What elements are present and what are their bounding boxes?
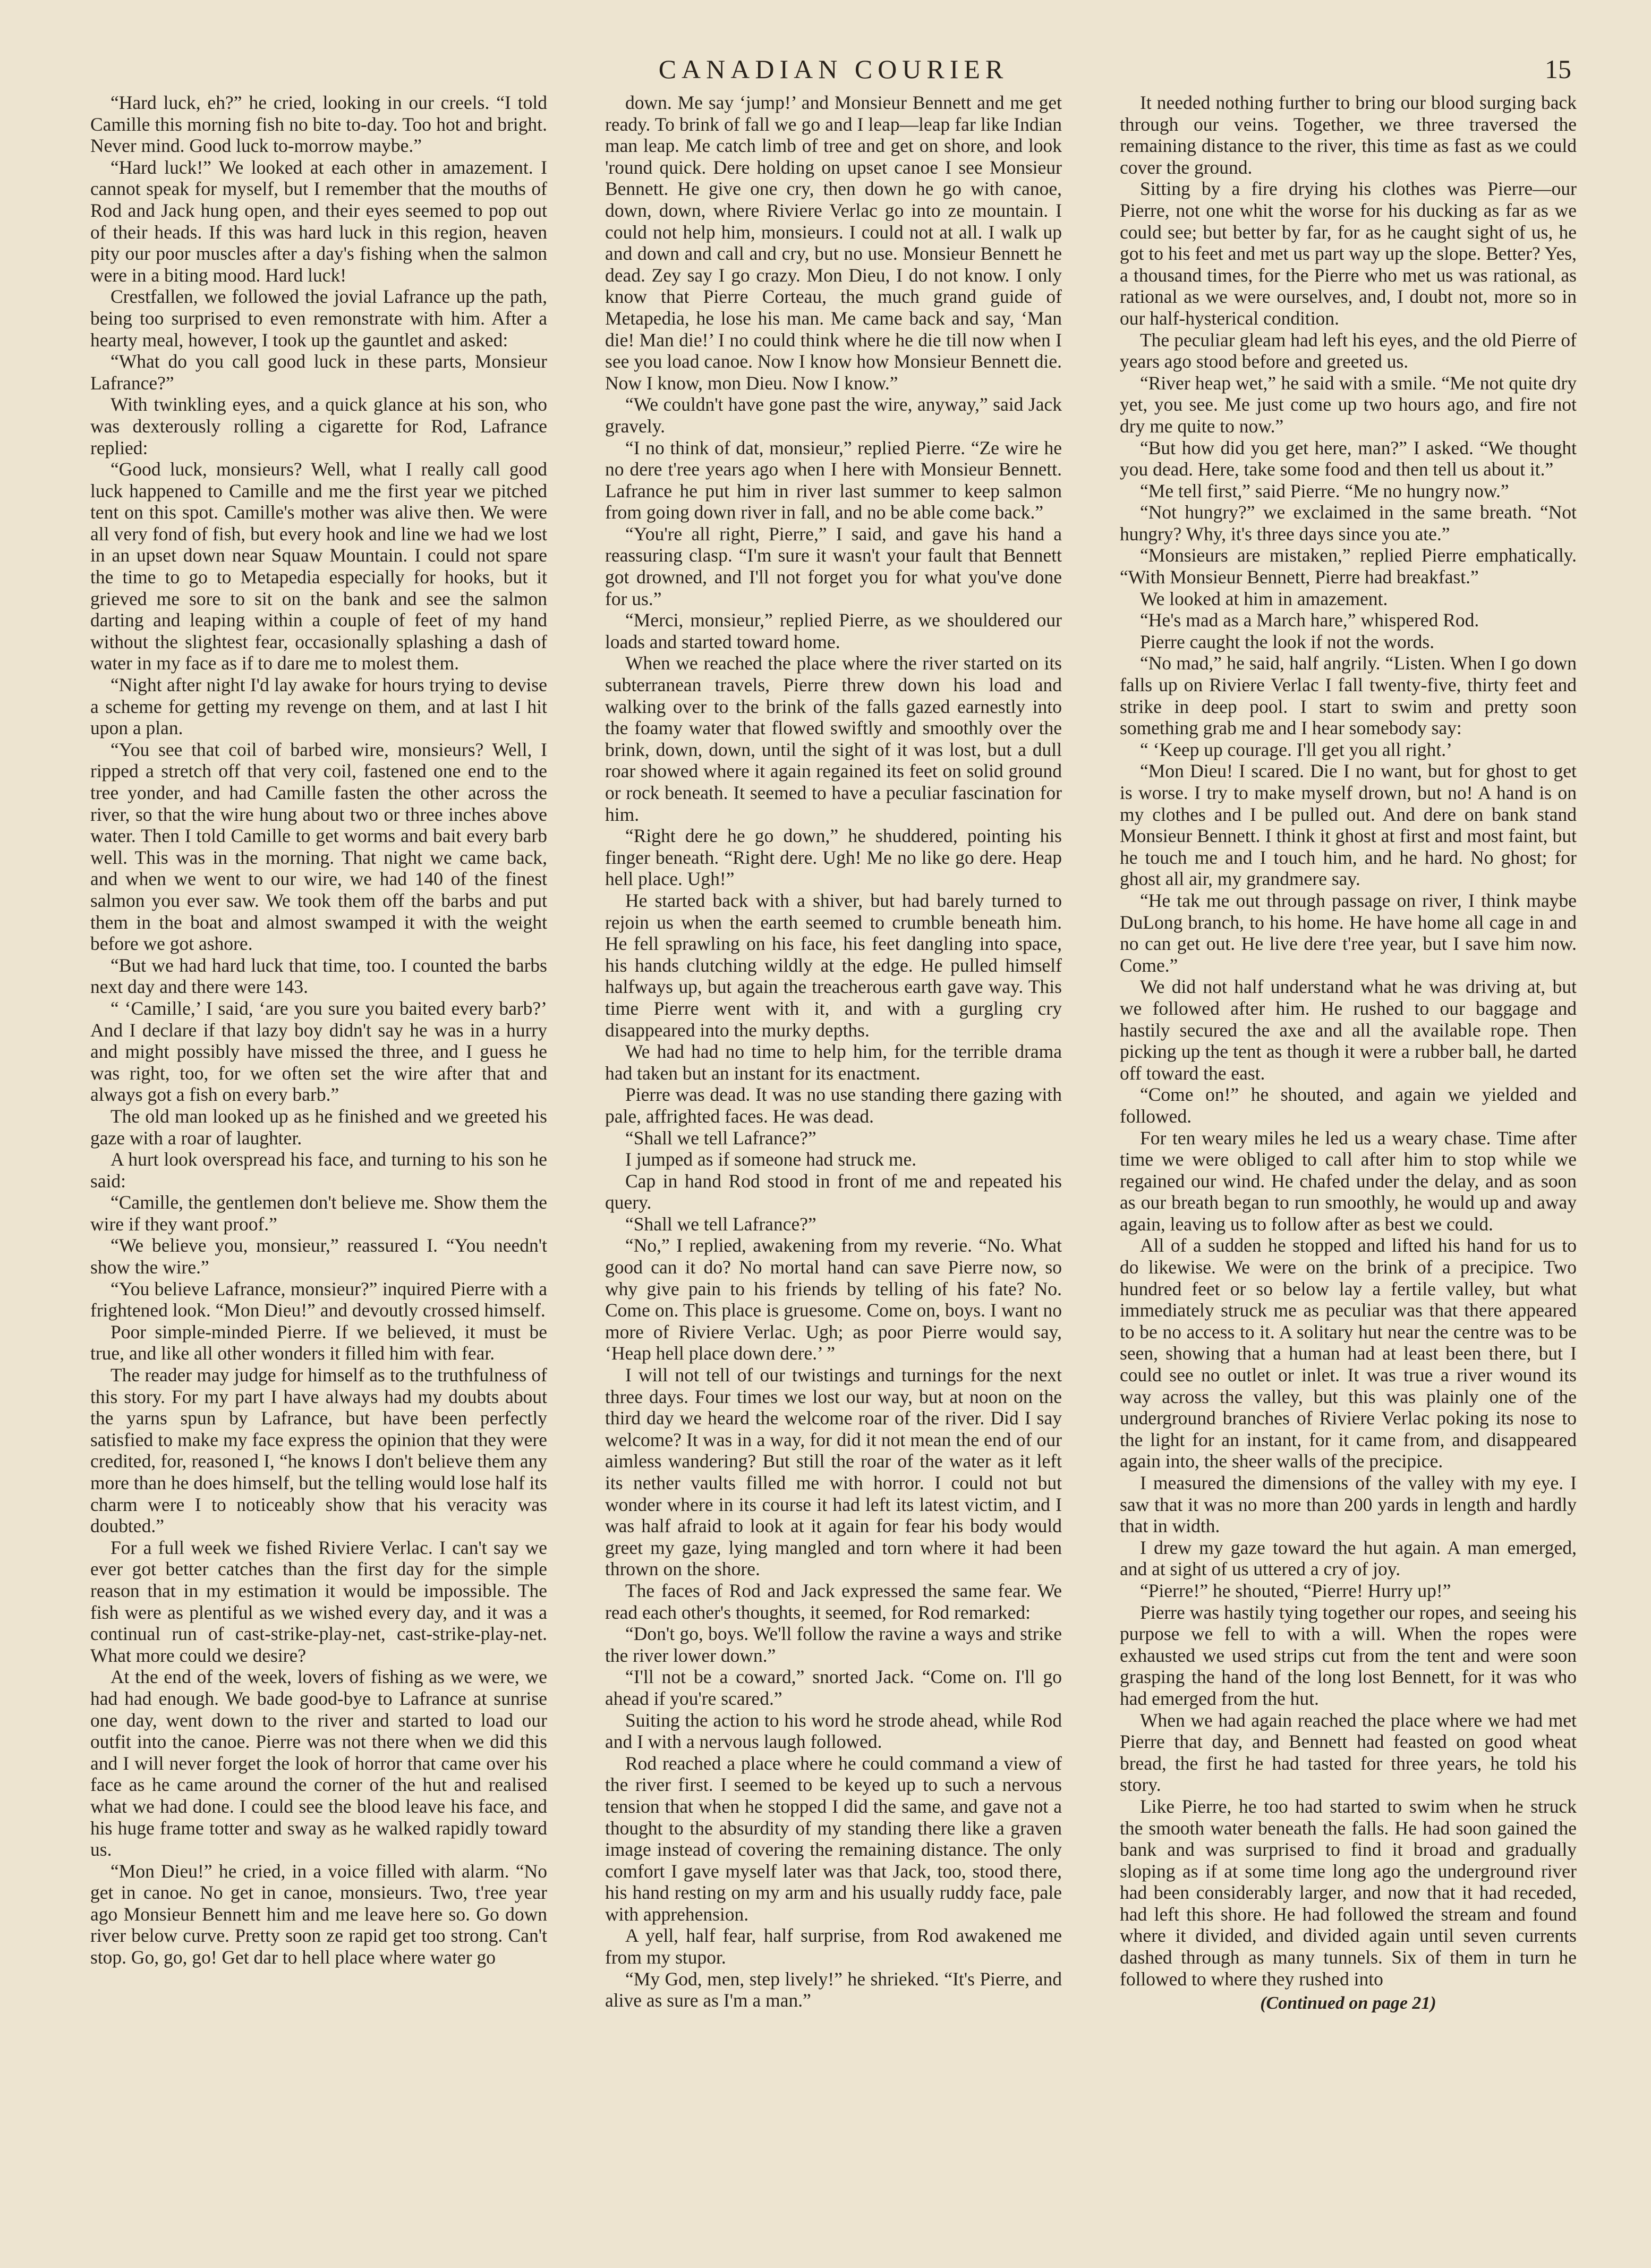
paragraph: “Camille, the gentlemen don't believe me. Show them the wire if they want proof.” <box>90 1192 547 1235</box>
paragraph: “But how did you get here, man?” I asked. “We thought you dead. Here, take some food and then tell us about it.” <box>1120 437 1577 480</box>
paragraph: Pierre was dead. It was no use standing there gazing with pale, affrighted faces. He was dead. <box>605 1084 1062 1127</box>
paragraph: down. Me say ‘jump!’ and Monsieur Bennett and me get ready. To brink of fall we go and I leap—leap far like Indian man leap. Me catch limb of tree and get on shore, and look 'round quick. Dere holding on upset canoe I see Monsieur Bennett. He give one cry, then down he go with canoe, down, down, where Riviere Verlac go into ze mountain. I could not help him, monsieurs. I could not at all. I walk up and down and call and cry, but no use. Monsieur Bennett he dead. Zey say I go crazy. Mon Dieu, I do not know. I only know that Pierre Corteau, the much grand guide of Metapedia, he lose his man. Me came back and say, ‘Man die! Man die!’ I no could think where he die till now when I see you load canoe. Now I know how Monsieur Bennett die. Now I know, mon Dieu. Now I know.” <box>605 92 1062 394</box>
paragraph: “Merci, monsieur,” replied Pierre, as we shouldered our loads and started toward home. <box>605 609 1062 652</box>
paragraph: Suiting the action to his word he strode ahead, while Rod and I with a nervous laugh followed. <box>605 1709 1062 1753</box>
paragraph: We did not half understand what he was driving at, but we followed after him. He rushed to our baggage and hastily secured the axe and all the available rope. Then picking up the tent as though it were a rubber ball, he darted off toward the east. <box>1120 976 1577 1084</box>
paragraph: “ ‘Camille,’ I said, ‘are you sure you baited every barb?’ And I declare if that lazy boy didn't say he was in a hurry and might possibly have missed the three, and I guess he was right, too, for we often set the wire after that and always got a fish on every barb.” <box>90 997 547 1106</box>
paragraph: “You're all right, Pierre,” I said, and gave his hand a reassuring clasp. “I'm sure it wasn't your fault that Bennett got drowned, and I'll not forget you for what you've done for us.” <box>605 523 1062 609</box>
paragraph: “Mon Dieu!” he cried, in a voice filled with alarm. “No get in canoe. No get in canoe, monsieurs. Two, t'ree year ago Monsieur Bennett him and me leave here so. Go down river below curve. Pretty soon ze rapid get too strong. Can't stop. Go, go, go! Get dar to hell place where water go <box>90 1860 547 1968</box>
paragraph: “Not hungry?” we exclaimed in the same breath. “Not hungry? Why, it's three days since you ate.” <box>1120 502 1577 545</box>
paragraph: A hurt look overspread his face, and turning to his son he said: <box>90 1149 547 1192</box>
paragraph: The peculiar gleam had left his eyes, and the old Pierre of years ago stood before and greeted us. <box>1120 329 1577 372</box>
paragraph: “Come on!” he shouted, and again we yielded and followed. <box>1120 1084 1577 1127</box>
paragraph: “ ‘Keep up courage. I'll get you all right.’ <box>1140 738 1452 760</box>
paragraph: A yell, half fear, half surprise, from Rod awakened me from my stupor. <box>605 1925 1062 1968</box>
paragraph: Like Pierre, he too had started to swim when he struck the smooth water beneath the falls. He had soon gained the bank and was surprised to find it broad and gradually sloping as if at some time long ago the underground river had been considerably larger, and now that it had receded, had left this shore. He had followed the stream and found where it divided, and divided again until seven currents dashed through as many tunnels. Six of them in turn he followed to where they rushed into <box>1120 1795 1577 1990</box>
paragraph: “He tak me out through passage on river, I think maybe DuLong branch, to his home. He have home all cage in and no can get out. He live dere t'ree year, but I save him now. Come.” <box>1120 889 1577 976</box>
paragraph: “No mad,” he said, half angrily. “Listen. When I go down falls up on Riviere Verlac I fall twenty-five, thirty feet and strike in deep pool. I start to swim and pretty soon something grab me and I hear somebody say: <box>1120 652 1577 739</box>
paragraph: At the end of the week, lovers of fishing as we were, we had had enough. We bade good-bye to Lafrance at sunrise one day, went down to the river and started to load our outfit into the canoe. Pierre was not there when we did this and I will never forget the look of horror that came over his face as he came around the corner of the hut and realised what we had done. I could see the blood leave his face, and his huge frame totter and sway as he walked rapidly toward us. <box>90 1666 547 1861</box>
paragraph: I drew my gaze toward the hut again. A man emerged, and at sight of us uttered a cry of joy. <box>1120 1536 1577 1580</box>
paragraph: “My God, men, step lively!” he shrieked. “It's Pierre, and alive as sure as I'm a man.” <box>605 1968 1062 2011</box>
paragraph: “You believe Lafrance, monsieur?” inquired Pierre with a frightened look. “Mon Dieu!” and devoutly crossed himself. <box>90 1278 547 1321</box>
paragraph: “Night after night I'd lay awake for hours trying to devise a scheme for getting my revenge on them, and at last I hit upon a plan. <box>90 674 547 739</box>
paragraph: It needed nothing further to bring our blood surging back through our veins. Together, we three traversed the remaining distance to the river, this time as fast as we could cover the ground. <box>1120 92 1577 178</box>
paragraph: “Don't go, boys. We'll follow the ravine a ways and strike the river lower down.” <box>605 1623 1062 1666</box>
paragraph: I will not tell of our twistings and turnings for the next three days. Four times we lost our way, but at noon on the third day we heard the welcome roar of the river. Did I say welcome? It was in a way, for did it not mean the end of our aimless wandering? But still the roar of the water as it left its nether vaults filled me with horror. I could not but wonder where in its course it had left its latest victim, and I was half afraid to look at it again for fear his body would greet my gaze, lying mangled and torn where it had been thrown on the shore. <box>605 1364 1062 1580</box>
paragraph: We had had no time to help him, for the terrible drama had taken but an instant for its enactment. <box>605 1041 1062 1084</box>
paragraph: “Me tell first,” said Pierre. “Me no hungry now.” <box>1140 480 1509 502</box>
paragraph: The reader may judge for himself as to the truthfulness of this story. For my part I have always had my doubts about the yarns spun by Lafrance, but have been perfectly satisfied to make my face express the opinion that they were credited, for, reasoned I, “he knows I don't believe them any more than he does himself, but the telling would lose half its charm were I to noticeably show that his veracity was doubted.” <box>90 1364 547 1537</box>
column-1 <box>90 92 547 2015</box>
paragraph: I jumped as if someone had struck me. <box>625 1149 917 1170</box>
paragraph: “What do you call good luck in these parts, Monsieur Lafrance?” <box>90 351 547 394</box>
paragraph: “Hard luck, eh?” he cried, looking in our creels. “I told Camille this morning fish no bite to-day. Too hot and bright. Never mind. Good luck to-morrow maybe.” <box>90 92 547 157</box>
page-header <box>90 50 1577 88</box>
paragraph: “We couldn't have gone past the wire, anyway,” said Jack gravely. <box>605 394 1062 437</box>
paragraph: “You see that coil of barbed wire, monsieurs? Well, I ripped a stretch off that very coil, fastened one end to the tree yonder, and had Camille fasten the other across the river, so that the wire hung about two or three inches above water. Then I told Camille to get worms and bait every barb well. This was in the morning. That night we came back, and when we went to our wire, we had 140 of the finest salmon you ever saw. We took them off the barbs and put them in the boat and almost swamped it with the weight before we got ashore. <box>90 738 547 955</box>
column-3 <box>1120 92 1577 2015</box>
paragraph: “No,” I replied, awakening from my reverie. “No. What good can it do? No mortal hand can save Pierre now, so why give pain to his friends by telling of his fate? No. Come on. This place is gruesome. Come on, boys. I want no more of Riviere Verlac. Ugh; as poor Pierre would say, ‘Heap hell place down dere.’ ” <box>605 1235 1062 1364</box>
paragraph: “Shall we tell Lafrance?” <box>625 1127 816 1149</box>
paragraph: The old man looked up as he finished and we greeted his gaze with a roar of laughter. <box>90 1105 547 1149</box>
paragraph: Pierre caught the look if not the words. <box>1140 631 1435 652</box>
paragraph: “We believe you, monsieur,” reassured I. “You needn't show the wire.” <box>90 1235 547 1278</box>
paragraph: “Monsieurs are mistaken,” replied Pierre emphatically. “With Monsieur Bennett, Pierre had breakfast.” <box>1120 545 1577 588</box>
paragraph: The faces of Rod and Jack expressed the same fear. We read each other's thoughts, it seemed, for Rod remarked: <box>605 1579 1062 1623</box>
paragraph: “Good luck, monsieurs? Well, what I really call good luck happened to Camille and me the first year we pitched tent on this spot. Camille's mother was alive then. We were all very fond of fish, but every hook and line we had we lost in an upset down near Squaw Mountain. I could not spare the time to go to Metapedia especially for hooks, but it grieved me sore to sit on the bank and see the salmon darting and leaping within a couple of feet of my hand without the slightest fear, occasionally splashing a dash of water in my face as if to dare me to molest them. <box>90 458 547 674</box>
paragraph: Crestfallen, we followed the jovial Lafrance up the path, being too surprised to even remonstrate with him. After a hearty meal, however, I took up the gauntlet and asked: <box>90 286 547 351</box>
paragraph: Cap in hand Rod stood in front of me and repeated his query. <box>605 1170 1062 1213</box>
paragraph: For a full week we fished Riviere Verlac. I can't say we ever got better catches than the first day for the simple reason that in my estimation it would be impossible. The fish were as plentiful as we wished every day, and it was a continual run of cast-strike-play-net, cast-strike-play-net. What more could we desire? <box>90 1536 547 1666</box>
paragraph: “He's mad as a March hare,” whispered Rod. <box>1140 609 1479 631</box>
paragraph: Pierre was hastily tying together our ropes, and seeing his purpose we fell to with a will. When the ropes were exhausted we used strips cut from the tent and were soon grasping the hand of the long lost Bennett, for it was who had emerged from the hut. <box>1120 1601 1577 1709</box>
paragraph: Sitting by a fire drying his clothes was Pierre—our Pierre, not one whit the worse for his ducking as far as we could see; but better by far, for as he caught sight of us, he got to his feet and met us part way up the slope. Better? Yes, a thousand times, for the Pierre who met us was rational, as rational as we were ourselves, and, I doubt not, more so in our half-hysterical condition. <box>1120 178 1577 329</box>
column-2 <box>605 92 1062 2015</box>
masthead: CANADIAN COURIER <box>658 54 1009 84</box>
continued-note: (Continued on page 21) <box>1260 1993 1436 2014</box>
paragraph: For ten weary miles he led us a weary chase. Time after time we were obliged to call after him to stop while we regained our wind. He chafed under the delay, and as soon as our breath began to run smoothly, he would up and away again, leaving us to follow after as best we could. <box>1120 1127 1577 1235</box>
paragraph: “But we had hard luck that time, too. I counted the barbs next day and there were 143. <box>90 954 547 998</box>
paragraph: When we had again reached the place where we had met Pierre that day, and Bennett had feasted on good wheat bread, the first he had tasted for three years, he told his story. <box>1120 1709 1577 1796</box>
article-columns <box>90 92 1577 2015</box>
page-number: 15 <box>1545 54 1571 84</box>
paragraph: We looked at him in amazement. <box>1140 588 1388 609</box>
paragraph: Rod reached a place where he could command a view of the river first. I seemed to be keyed up to such a nervous tension that when he stopped I did the same, and gave not a thought to the absurdity of my standing there like a graven image instead of covering the remaining distance. The only comfort I gave myself later was that Jack, too, stood there, his hand resting on my arm and his usually ruddy face, pale with apprehension. <box>605 1752 1062 1925</box>
paragraph: Poor simple-minded Pierre. If we believed, it must be true, and like all other wonders it filled him with fear. <box>90 1321 547 1364</box>
paragraph: All of a sudden he stopped and lifted his hand for us to do likewise. We were on the brink of a precipice. Two hundred feet or so below lay a fertile valley, but what immediately struck me as peculiar was that there appeared to be no access to it. A solitary hut near the centre was to be seen, showing that a human had at least been there, but I could see no outlet or inlet. It was true a river wound its way across the valley, but this was plainly one of the underground branches of Riviere Verlac poking its nose to the light for an instant, for it came from, and disappeared again into, the sheer walls of the precipice. <box>1120 1235 1577 1472</box>
paragraph: “Shall we tell Lafrance?” <box>625 1213 816 1235</box>
paragraph: With twinkling eyes, and a quick glance at his son, who was dexterously rolling a cigarette for Rod, Lafrance replied: <box>90 394 547 458</box>
paragraph: “Hard luck!” We looked at each other in amazement. I cannot speak for myself, but I remember that the mouths of Rod and Jack hung open, and their eyes seemed to pop out of their heads. If this was hard luck in this region, heaven pity our poor muscles after a day's fishing when the salmon were in a biting mood. Hard luck! <box>90 156 547 286</box>
paragraph: “Pierre!” he shouted, “Pierre! Hurry up!” <box>1140 1579 1451 1601</box>
paragraph: He started back with a shiver, but had barely turned to rejoin us when the earth seemed to crumble beneath him. He fell sprawling on his face, his feet dangling into space, his hands clutching wildly at the edge. He pulled himself halfways up, but again the treacherous earth gave way. This time Pierre went with it, and with a gurgling cry disappeared into the murky depths. <box>605 889 1062 1041</box>
paragraph: “I'll not be a coward,” snorted Jack. “Come on. I'll go ahead if you're scared.” <box>605 1666 1062 1709</box>
paragraph: “River heap wet,” he said with a smile. “Me not quite dry yet, you see. Me just come up two hours ago, and fire not dry me quite to now.” <box>1120 372 1577 437</box>
paragraph: When we reached the place where the river started on its subterranean travels, Pierre threw down his load and walking over to the brink of the falls gazed earnestly into the foamy water that flowed swiftly and smoothly over the brink, down, down, until the sight of it was lost, but a dull roar showed where it again regained its feet on solid ground or rock beneath. It seemed to have a peculiar fascination for him. <box>605 652 1062 825</box>
paragraph: “I no think of dat, monsieur,” replied Pierre. “Ze wire he no dere t'ree years ago when I here with Monsieur Bennett. Lafrance he put him in river last summer to keep salmon from going down river in fall, and no be able come back.” <box>605 437 1062 523</box>
paragraph: “Right dere he go down,” he shuddered, pointing his finger beneath. “Right dere. Ugh! Me no like go dere. Heap hell place. Ugh!” <box>605 825 1062 890</box>
paragraph: I measured the dimensions of the valley with my eye. I saw that it was no more than 200 yards in length and hardly that in width. <box>1120 1472 1577 1537</box>
paragraph: “Mon Dieu! I scared. Die I no want, but for ghost to get is worse. I try to make myself drown, but no! A hand is on my clothes and I be pulled out. And dere on bank stand Monsieur Bennett. I think it ghost at first and most faint, but he touch me and I touch him, and he hard. No ghost; for ghost all air, my grandmere say. <box>1120 760 1577 890</box>
